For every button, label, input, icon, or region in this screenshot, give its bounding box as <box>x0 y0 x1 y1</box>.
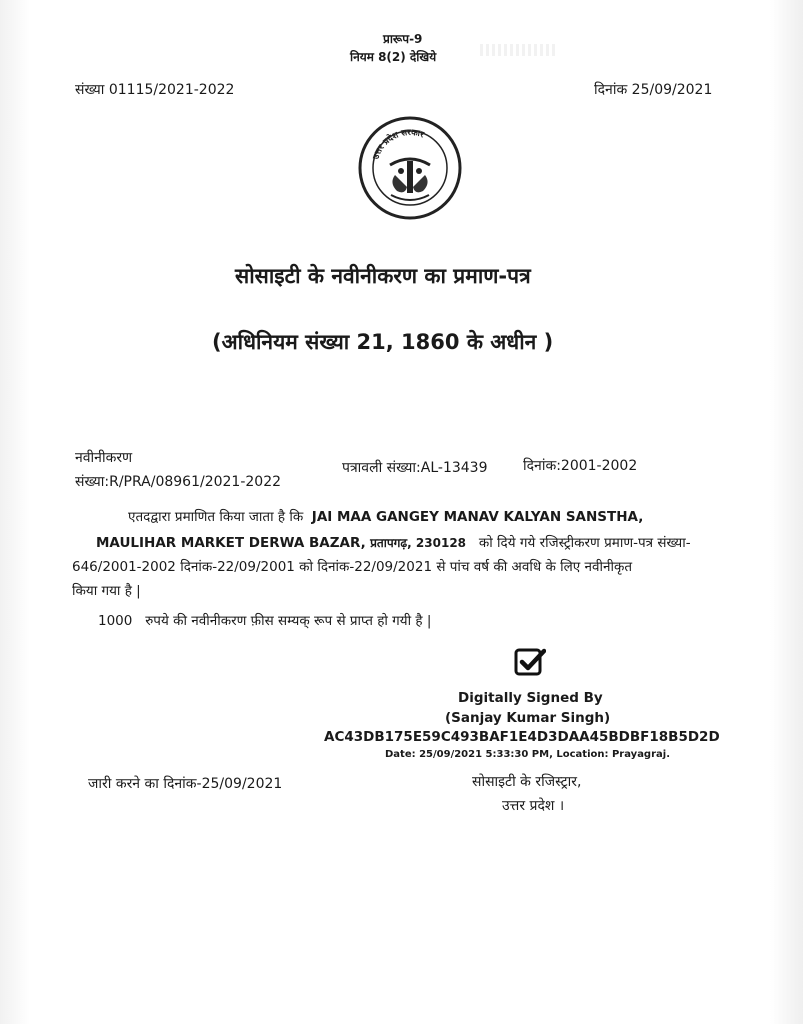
up-government-seal-icon <box>357 115 463 221</box>
fee-line <box>98 611 431 629</box>
body-line-2-suffix: को दिये गये रजिस्ट्रीकरण प्रमाण-पत्र संख्या- <box>478 535 691 551</box>
reference-number: संख्या 01115/2021-2022 <box>75 82 235 98</box>
signed-by-label: Digitally Signed By <box>458 690 603 706</box>
signature-hash: AC43DB175E59C493BAF1E4D3DAA45BDBF18B5D2D <box>324 729 720 745</box>
file-number: पत्रावली संख्या:AL-13439 <box>342 460 488 476</box>
file-date: दिनांक:2001-2002 <box>523 458 638 474</box>
fee-amount: 1000 <box>98 613 133 629</box>
svg-text:उत्तर प्रदेश सरकार: उत्तर प्रदेश सरकार <box>371 127 426 161</box>
body-line-1 <box>128 507 643 525</box>
certificate-subtitle: (अधिनियम संख्या 21, 1860 के अधीन ) <box>212 330 554 354</box>
renewal-label: नवीनीकरण <box>75 450 133 466</box>
society-address: MAULIHAR MARKET DERWA BAZAR, <box>96 535 366 551</box>
body-line-1-prefix: एतदद्वारा प्रमाणित किया जाता है कि <box>128 509 304 525</box>
certificate-title: सोसाइटी के नवीनीकरण का प्रमाण-पत्र <box>235 264 531 288</box>
registrar-state: उत्तर प्रदेश । <box>502 798 565 814</box>
renewal-number: संख्या:R/PRA/08961/2021-2022 <box>75 474 282 490</box>
form-label: प्रारूप-9 <box>383 32 423 46</box>
issue-date: जारी करने का दिनांक-25/09/2021 <box>88 776 283 792</box>
reference-date: दिनांक 25/09/2021 <box>594 82 713 98</box>
signature-meta: Date: 25/09/2021 5:33:30 PM, Location: Prayagraj. <box>385 749 670 760</box>
signature-verified-checkbox-icon <box>514 646 546 678</box>
fee-text: रुपये की नवीनीकरण फ़ीस सम्यक् रूप से प्राप्त हो गयी है | <box>145 613 432 629</box>
body-line-2 <box>96 533 691 551</box>
registrar-title: सोसाइटी के रजिस्ट्रार, <box>472 774 582 790</box>
society-name: JAI MAA GANGEY MANAV KALYAN SANSTHA, <box>311 509 644 525</box>
body-line-3: 646/2001-2002 दिनांक-22/09/2001 को दिनांक-22/09/2021 से पांच वर्ष की अवधि के लिए नवीनीकृत <box>72 559 633 575</box>
society-district: प्रतापगढ़, 230128 <box>370 536 467 550</box>
scan-smudge <box>480 44 558 56</box>
rule-reference: नियम 8(2) देखिये <box>350 50 437 64</box>
signer-name: (Sanjay Kumar Singh) <box>445 710 611 726</box>
body-line-4: किया गया है | <box>72 583 141 599</box>
